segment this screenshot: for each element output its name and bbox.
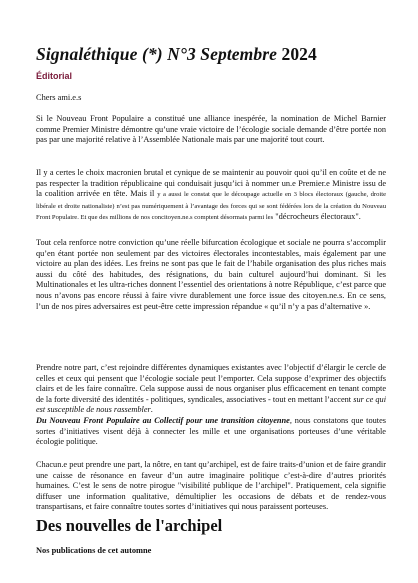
paragraph-4-italic: sur ce qui est susceptible de nous rassembler bbox=[36, 394, 386, 415]
greeting: Chers ami.e.s bbox=[36, 93, 82, 102]
title-year: 2024 bbox=[281, 44, 317, 64]
news-heading: Des nouvelles de l'archipel bbox=[36, 516, 223, 535]
paragraph-4-bold-italic: Du Nouveau Front Populaire au Collectif pour une transition citoyenne bbox=[36, 415, 290, 425]
paragraph-4-part-a: Prendre notre part, c’est rejoindre différentes dynamiques existantes avec l’objectif d’élargir le cercle de celles et ceux qui pensent que l’écologie sociale peut l’emporter. Cela suppose d’exprimer des objectifs clairs et de les faire connaître. Cela suppose aussi de nous organiser plus efficacement en tenant compte de la forte diversité des identités - politiques, syndicales, associatives - tout en mettant l’accent bbox=[36, 363, 386, 404]
paragraph-4-part-c: , nous constatons que toutes sortes d’initiatives visent déjà à connecter les mille et une organisations porteuses d’une véritable écologie politique. bbox=[36, 415, 386, 447]
editorial-paragraph-4 bbox=[36, 363, 386, 448]
section-label-editorial: Éditorial bbox=[36, 71, 73, 81]
paragraph-2-small-print: y a aussi le constat que le découpage actuelle en 3 blocs électoraux (gauche, droite libérale et droite nationaliste) n’est pas numériquement à l’avantage des forces qui se sont fédérées lors de la création du Nouveau Front Populaire. Et que des millions de nos concitoyen.ne.s comptent désormais parmi les bbox=[36, 191, 387, 222]
title-text: Signaléthique (*) N°3 Septembre bbox=[36, 44, 277, 64]
news-subheading: Nos publications de cet automne bbox=[36, 546, 152, 555]
editorial-paragraph-3: Tout cela renforce notre conviction qu’une réelle bifurcation écologique et sociale ne pourra s’accomplir qu’en étant portée non seulement par des victoires électorales incontestables, mais également par une victoire au plan des idées. Les freins ne sont pas que le fait de l’habile organisation des plus riches mais aussi du côté des habitudes, des résignations, du bain culturel aujourd’hui dominant. Si les Multinationales et les ultra-riches donnent l’essentiel des orientations à notre République, c’est parce que nous n’avons pas encore réussi à faire vivre durablement une force issue des citoyen.ne.s. En ce sens, l’un de nos pires adversaires est peut-être cette impression répandue « qu’il n’y a pas d’alternative ». bbox=[36, 238, 386, 311]
editorial-paragraph-5: Chacun.e peut prendre une part, la nôtre, en tant qu’archipel, est de faire traits-d’union et de faire grandir une caisse de résonance en faveur d’un autre imaginaire politique c’est-à-dire d’autres priorités humaines. C’est le sens de notre pirogue "visibilité publique de l’archipel". Pratiquement, cela signifie diffuser une information qualitative, démultiplier les occasions de débats et de rendez-vous transpartisans, et faire connaître toutes sortes d’initiatives qui nous paraissent porteuses. bbox=[36, 460, 386, 512]
paragraph-2-main: Il y a certes le choix macronien brutal et cynique de se maintenir au pouvoir quoi qu’il en coûte et de ne pas respecter la tradition républicaine qui conduisait jusqu’ici à nommer un.e Premier.e Ministre issu de la coalition arrivée en tête. Mais il bbox=[36, 168, 386, 199]
editorial-paragraph-2 bbox=[36, 168, 386, 224]
editorial-paragraph-1: Si le Nouveau Front Populaire a constitué une alliance inespérée, la nomination de Michel Barnier comme Premier Ministre démontre qu’une vraie victoire de l’écologie sociale demande d’être portée non pas par une majorité relative à l’Assemblée Nationale mais par une majorité tout court. bbox=[36, 114, 386, 145]
paragraph-4-part-b: . bbox=[150, 405, 153, 415]
paragraph-2-end: "décrocheurs électoraux". bbox=[275, 212, 361, 222]
newsletter-title bbox=[36, 44, 317, 65]
